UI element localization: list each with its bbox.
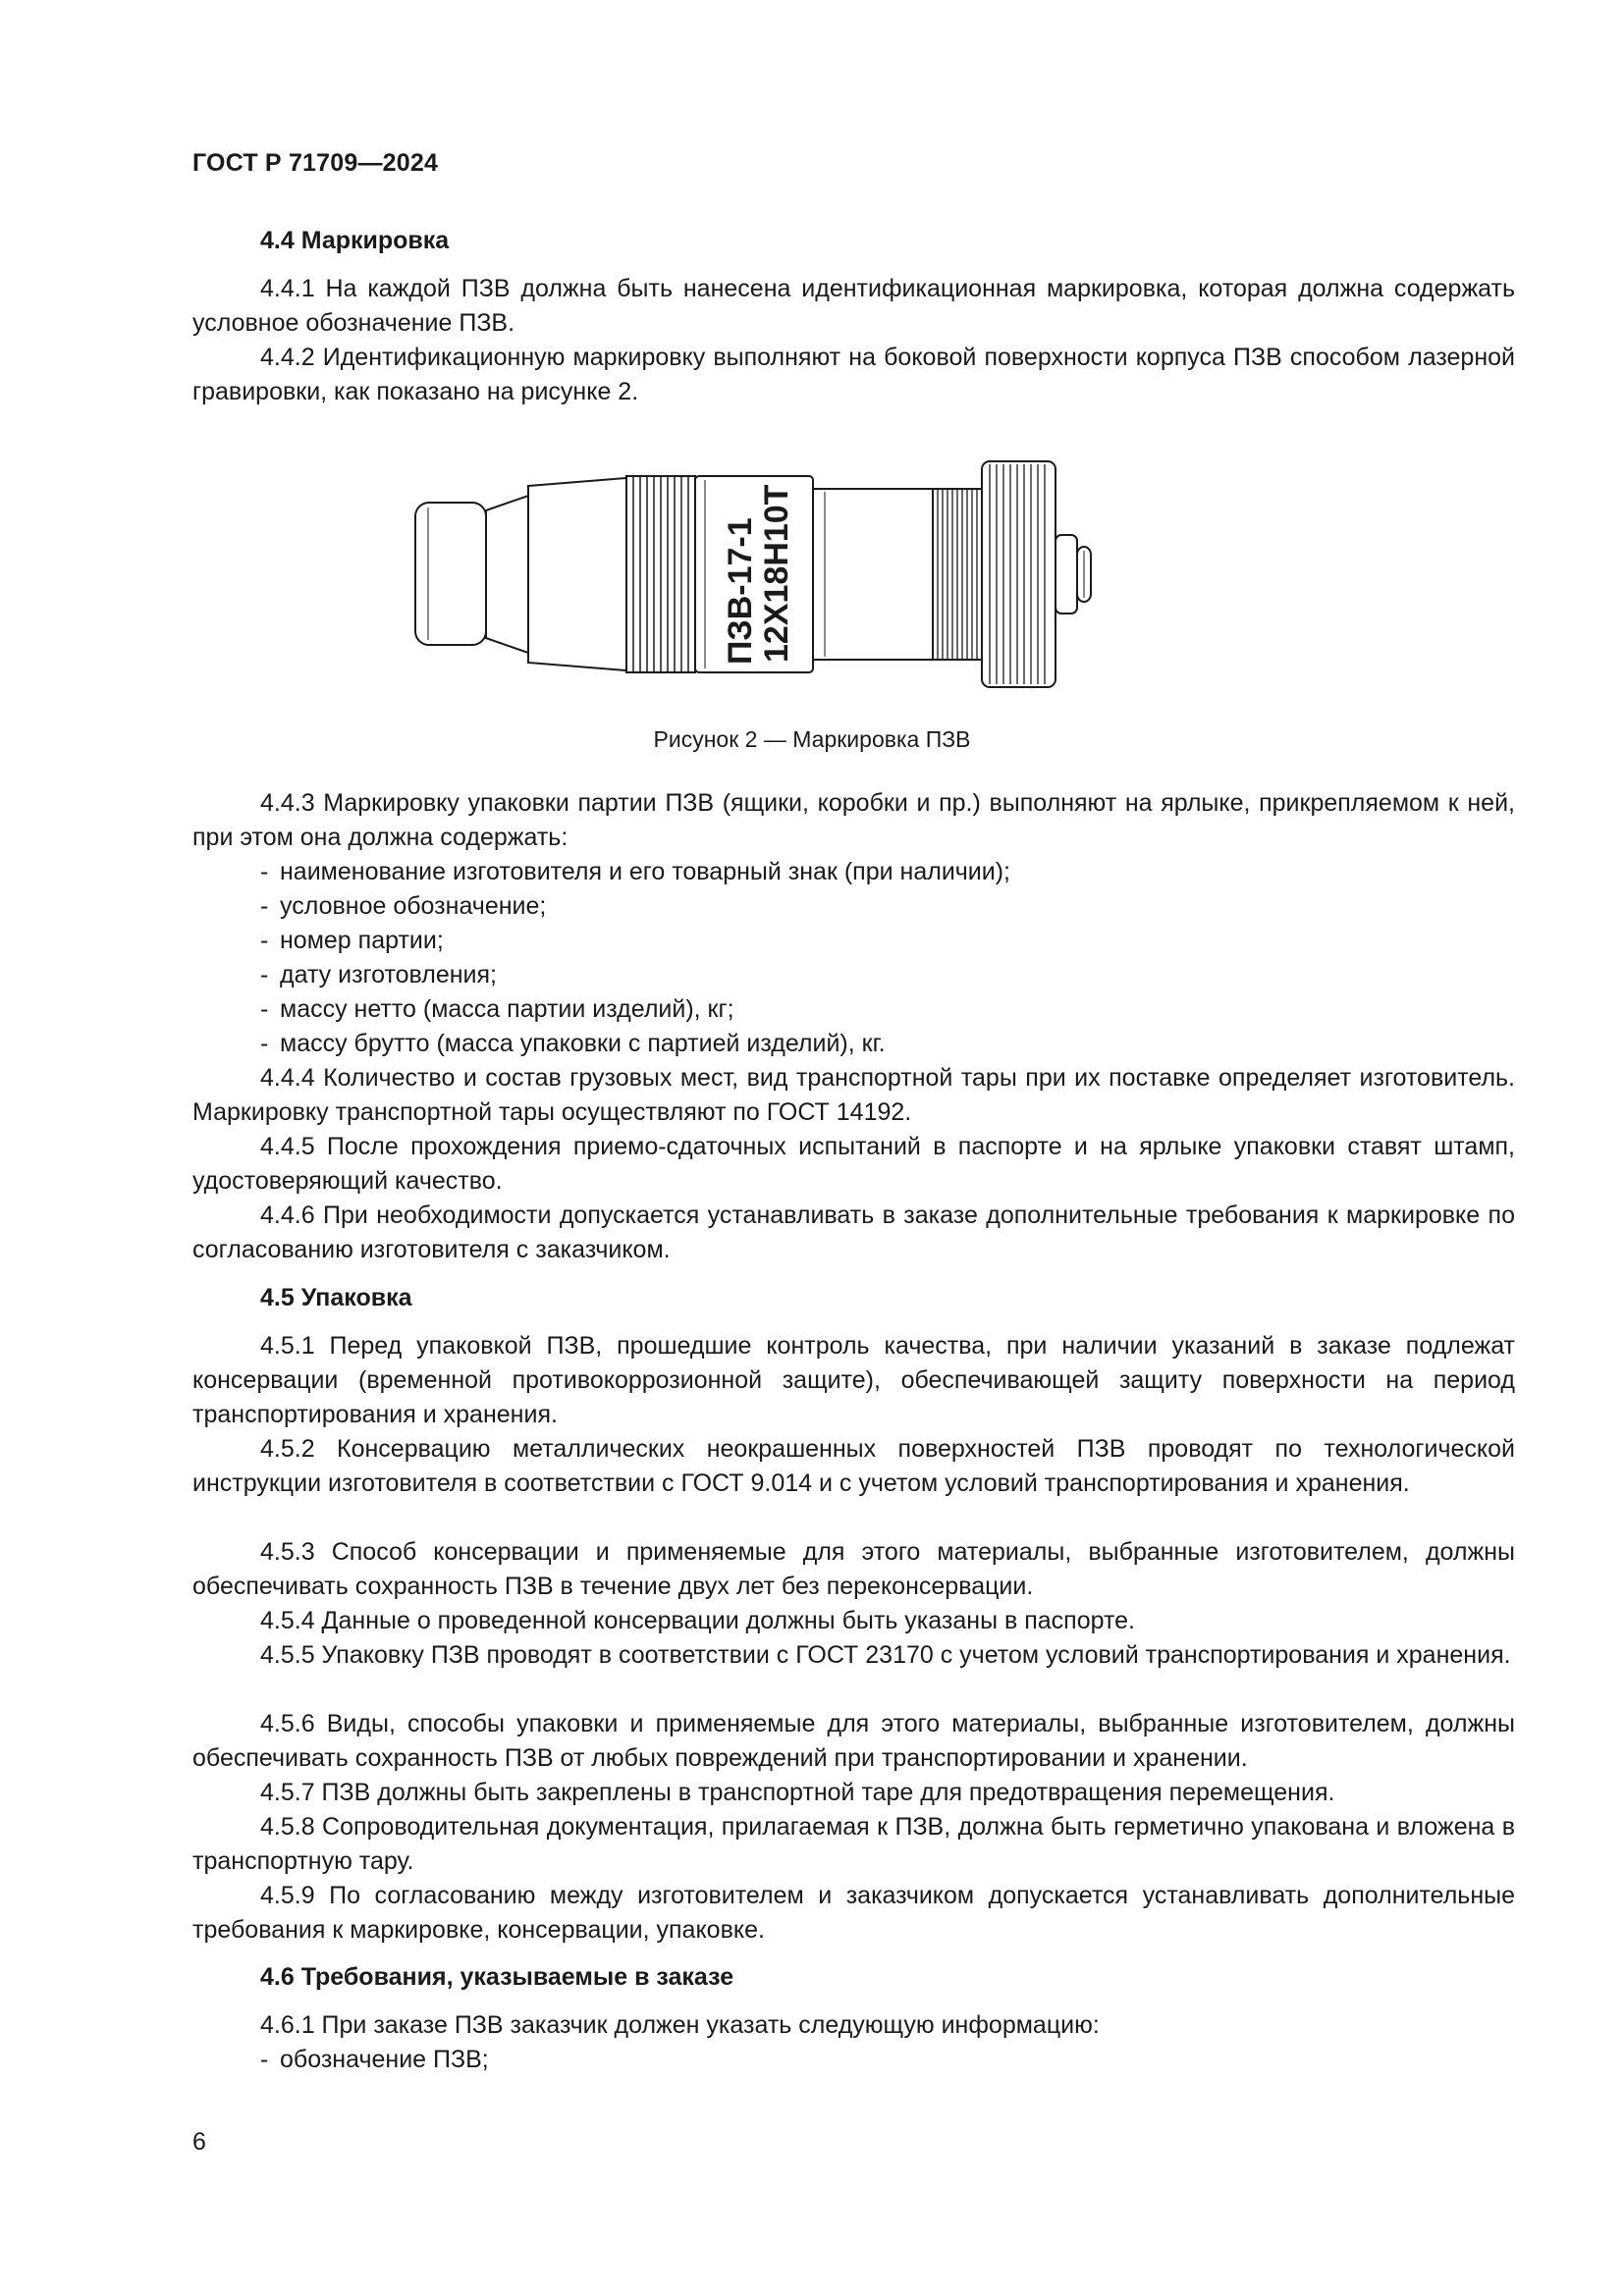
list-item: - массу нетто (масса партии изделий), кг; xyxy=(260,995,734,1023)
paragraph-4-4-3: 4.4.3 Маркировку упаковки партии ПЗВ (ящики, коробки и пр.) выполняют на ярлыке, прикрепляемом к ней, при этом она должна содержать: xyxy=(192,789,1515,851)
paragraph-4-5-7: 4.5.7 ПЗВ должны быть закреплены в транспортной таре для предотвращения перемещения. xyxy=(260,1779,1335,1806)
paragraph-4-4-5: 4.4.5 После прохождения приемо-сдаточных испытаний в паспорте и на ярлыке упаковки ставят штамп, удостоверяющий качество. xyxy=(192,1133,1515,1195)
list-item: - номер партии; xyxy=(260,927,444,954)
paragraph-4-4-4: 4.4.4 Количество и состав грузовых мест, вид транспортной тары при их поставке определяет изготовитель. Маркировку транспортной тары осуществляют по ГОСТ 14192. xyxy=(192,1064,1515,1126)
cone-shape xyxy=(486,496,528,653)
paragraph-4-5-2: 4.5.2 Консервацию металлических неокрашенных поверхностей ПЗВ проводят по технологической инструкции изготовителя в соответствии с ГОСТ 9.014 и с учетом условий транспортирования и хранения. xyxy=(192,1435,1515,1497)
marking-line-2: 12Х18Н10Т xyxy=(758,484,795,663)
list-item: - наименование изготовителя и его товарный знак (при наличии); xyxy=(260,858,1011,885)
section-title-4-5: 4.5 Упаковка xyxy=(260,1284,412,1311)
page-number: 6 xyxy=(192,2128,206,2156)
list-item: - массу брутто (масса упаковки с партией изделий), кг. xyxy=(260,1030,886,1057)
figure-caption: Рисунок 2 — Маркировка ПЗВ xyxy=(653,726,971,752)
pzv-marking-figure xyxy=(412,456,1296,692)
tapered-section-shape xyxy=(528,478,626,670)
paragraph-4-5-8: 4.5.8 Сопроводительная документация, прилагаемая к ПЗВ, должна быть герметично упакована и вложена в транспортную тару. xyxy=(192,1813,1515,1875)
document-header: ГОСТ Р 71709—2024 xyxy=(192,149,439,177)
paragraph-4-4-2: 4.4.2 Идентификационную маркировку выполняют на боковой поверхности корпуса ПЗВ способом лазерной гравировки, как показано на рисунке 2. xyxy=(192,344,1515,405)
paragraph-4-5-1: 4.5.1 Перед упаковкой ПЗВ, прошедшие контроль качества, при наличии указаний в заказе подлежат консервации (временной противокоррозионной защите), обеспечивающей защиту поверхности на период транспортирования и хранения. xyxy=(192,1332,1515,1428)
paragraph-4-4-6: 4.4.6 При необходимости допускается устанавливать в заказе дополнительные требования к маркировке по согласованию изготовителя с заказчиком. xyxy=(192,1201,1515,1263)
marking-list xyxy=(192,855,1515,1061)
list-item: - условное обозначение; xyxy=(260,892,547,920)
section-title-4-4: 4.4 Маркировка xyxy=(260,227,450,254)
marking-line-1: ПЗВ-17-1 xyxy=(722,517,759,665)
paragraph-4-5-9: 4.5.9 По согласованию между изготовителем и заказчиком допускается устанавливать дополнительные требования к маркировке, консервации, упаковке. xyxy=(192,1882,1515,1944)
list-item: - обозначение ПЗВ; xyxy=(260,2046,489,2073)
paragraph-4-5-5: 4.5.5 Упаковку ПЗВ проводят в соответствии с ГОСТ 23170 с учетом условий транспортирования и хранения. xyxy=(260,1641,1511,1669)
left-cap-shape xyxy=(415,503,486,645)
list-item: - дату изготовления; xyxy=(260,961,497,988)
paragraph-4-5-3: 4.5.3 Способ консервации и применяемые для этого материалы, выбранные изготовителем, должны обеспечивать сохранность ПЗВ в течение двух лет без переконсервации. xyxy=(192,1538,1515,1600)
paragraph-4-6-1: 4.6.1 При заказе ПЗВ заказчик должен указать следующую информацию: xyxy=(260,2011,1100,2039)
section-title-4-6: 4.6 Требования, указываемые в заказе xyxy=(260,1963,734,1991)
paragraph-4-5-4: 4.5.4 Данные о проведенной консервации должны быть указаны в паспорте. xyxy=(260,1607,1135,1634)
paragraph-4-4-1: 4.4.1 На каждой ПЗВ должна быть нанесена идентификационная маркировка, которая должна содержать условное обозначение ПЗВ. xyxy=(192,275,1515,337)
order-info-list xyxy=(192,2043,1515,2077)
nipple-shape xyxy=(1056,535,1077,614)
paragraph-4-5-6: 4.5.6 Виды, способы упаковки и применяемые для этого материалы, выбранные изготовителем, должны обеспечивать сохранность ПЗВ от любых повреждений при транспортировании и хранении. xyxy=(192,1710,1515,1772)
cylinder-shape xyxy=(813,489,933,660)
